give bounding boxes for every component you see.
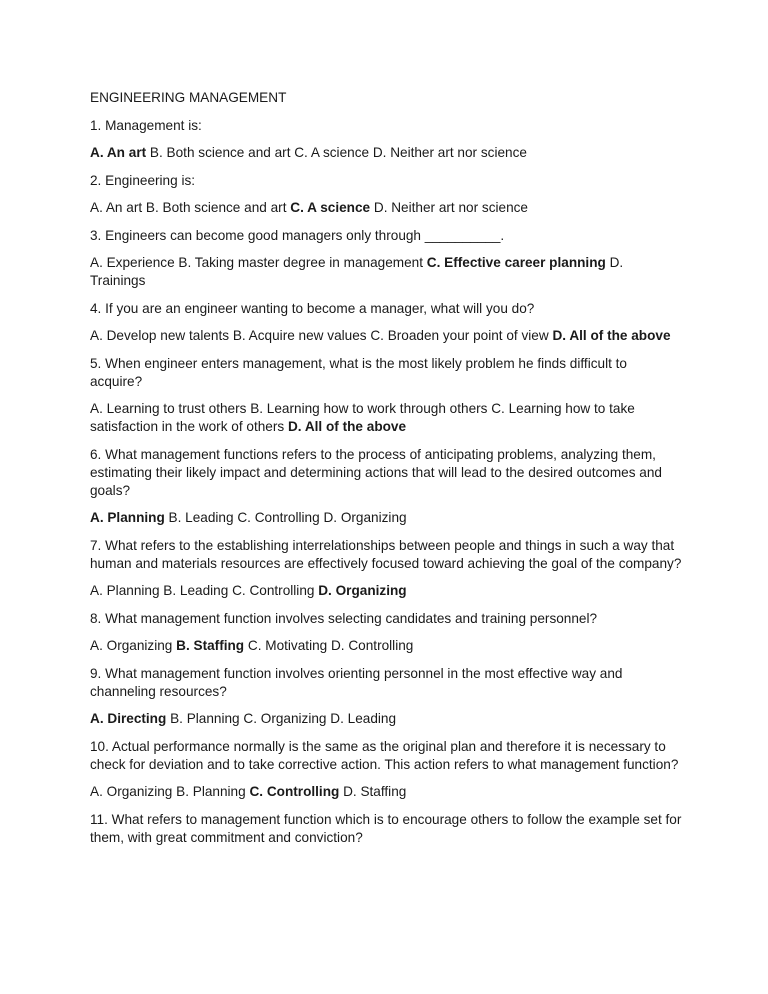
option-text: A. Learning to trust others B. Learning how to work through others C. Learning how to take satisfaction in the work of others (90, 401, 635, 434)
question-5: 5. When engineer enters management, what is the most likely problem he finds difficult to acquire? (90, 355, 627, 389)
question-4: 4. If you are an engineer wanting to become a manager, what will you do? (90, 300, 535, 316)
answers-7 (90, 582, 682, 600)
correct-answer: D. All of the above (287, 419, 407, 434)
option-text: B. Planning C. Organizing D. Leading (166, 711, 397, 726)
question-11: 11. What refers to management function which is to encourage others to follow the example set for them, with great commitment and conviction? (90, 811, 682, 845)
option-text: A. An art B. Both science and art (90, 200, 291, 215)
option-text: C. Motivating D. Controlling (244, 638, 414, 653)
option-text: A. Develop new talents B. Acquire new values C. Broaden your point of view (90, 328, 553, 343)
document-page (90, 89, 682, 856)
option-text: D. Trainings (90, 255, 624, 288)
correct-answer: D. Organizing (318, 583, 407, 598)
correct-answer: B. Staffing (176, 638, 245, 653)
answers-10 (90, 783, 682, 801)
answers-1 (90, 144, 682, 162)
correct-answer: C. A science (290, 200, 371, 215)
option-text: B. Both science and art C. A science D. Neither art nor science (146, 145, 527, 160)
question-2: 2. Engineering is: (90, 172, 196, 188)
option-text: A. Experience B. Taking master degree in management (90, 255, 427, 270)
question-8: 8. What management function involves selecting candidates and training personnel? (90, 610, 598, 626)
answers-9 (90, 710, 682, 728)
answers-5 (90, 400, 682, 436)
question-7: 7. What refers to the establishing interrelationships between people and things in such a way that human and materials resources are effectively focused toward achieving the goal of the company? (90, 537, 682, 571)
option-text: A. Organizing (90, 638, 177, 653)
option-text: D. Neither art nor science (370, 200, 528, 215)
option-text: D. Staffing (339, 784, 407, 799)
correct-answer: C. Effective career planning (426, 255, 606, 270)
question-9: 9. What management function involves orienting personnel in the most effective way and channeling resources? (90, 665, 623, 699)
answers-3 (90, 254, 682, 290)
correct-answer: A. Directing (90, 711, 167, 726)
correct-answer: D. All of the above (552, 328, 671, 343)
option-text: A. Organizing B. Planning (90, 784, 250, 799)
option-text: B. Leading C. Controlling D. Organizing (164, 510, 407, 525)
correct-answer: A. Planning (90, 510, 165, 525)
answers-2 (90, 199, 682, 217)
document-title: ENGINEERING MANAGEMENT (90, 90, 287, 105)
question-1: 1. Management is: (90, 117, 202, 133)
option-text: A. Planning B. Leading C. Controlling (90, 583, 319, 598)
question-3: 3. Engineers can become good managers only through __________. (90, 227, 505, 243)
correct-answer: A. An art (90, 145, 147, 160)
answers-4 (90, 327, 682, 345)
question-10: 10. Actual performance normally is the same as the original plan and therefore it is necessary to check for deviation and to take corrective action. This action refers to what management function? (90, 738, 679, 772)
question-6: 6. What management functions refers to the process of anticipating problems, analyzing them, estimating their likely impact and determining actions that will lead to the desired outcomes and goals? (90, 446, 662, 498)
answers-6 (90, 509, 682, 527)
correct-answer: C. Controlling (249, 784, 340, 799)
answers-8 (90, 637, 682, 655)
